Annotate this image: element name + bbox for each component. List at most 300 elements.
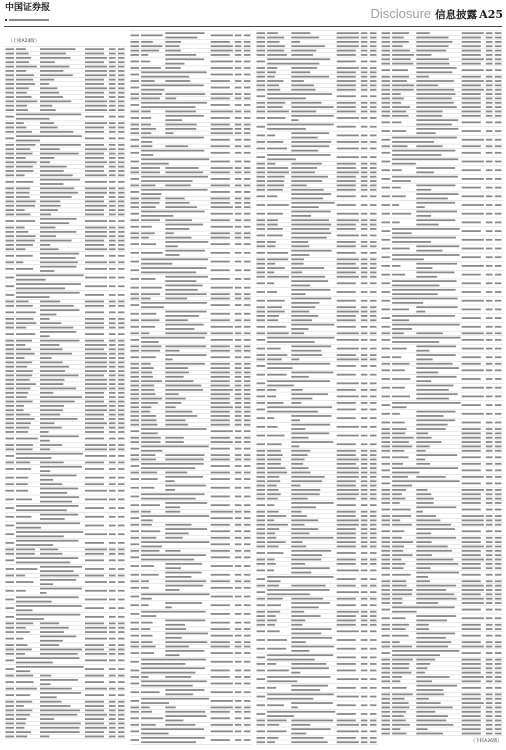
illegible-text <box>392 472 419 474</box>
illegible-text <box>291 641 306 643</box>
illegible-text <box>267 624 275 626</box>
illegible-text <box>416 263 457 265</box>
illegible-text <box>382 715 391 717</box>
illegible-text <box>392 728 400 730</box>
illegible-text <box>370 272 377 274</box>
illegible-text <box>392 680 400 682</box>
illegible-text <box>244 104 251 106</box>
illegible-text <box>370 306 377 308</box>
illegible-text <box>85 507 104 509</box>
table-row <box>130 537 252 540</box>
illegible-text <box>131 261 140 263</box>
illegible-text <box>40 335 50 337</box>
illegible-text <box>392 328 412 330</box>
illegible-text <box>392 137 457 139</box>
illegible-text <box>211 319 230 321</box>
illegible-text <box>6 174 15 176</box>
illegible-text <box>165 693 193 695</box>
illegible-text <box>495 498 502 500</box>
illegible-text <box>165 145 188 147</box>
illegible-text <box>382 106 391 108</box>
table-row <box>130 311 252 318</box>
illegible-text <box>361 41 368 43</box>
illegible-text <box>109 701 116 703</box>
illegible-text <box>361 37 368 39</box>
illegible-text <box>6 137 15 139</box>
illegible-text <box>416 415 443 417</box>
illegible-text <box>211 661 233 663</box>
illegible-text <box>462 498 481 500</box>
illegible-text <box>370 163 377 165</box>
illegible-text <box>495 509 502 511</box>
illegible-text <box>131 269 140 271</box>
illegible-text <box>211 380 230 382</box>
illegible-text <box>165 393 178 395</box>
illegible-text <box>235 676 242 678</box>
illegible-text <box>495 396 502 398</box>
illegible-text <box>131 504 140 506</box>
illegible-text <box>85 357 107 359</box>
illegible-text <box>495 515 502 517</box>
illegible-text <box>118 268 125 270</box>
illegible-text <box>118 392 125 394</box>
illegible-text <box>141 411 150 413</box>
illegible-text <box>235 152 242 154</box>
illegible-text <box>141 598 152 600</box>
illegible-text <box>16 288 65 290</box>
table-row <box>5 701 126 704</box>
illegible-text <box>211 356 230 358</box>
table-row <box>130 659 252 666</box>
illegible-text <box>165 171 203 173</box>
illegible-text <box>370 724 377 726</box>
illegible-text <box>370 663 377 665</box>
illegible-text <box>165 132 173 134</box>
illegible-text <box>486 413 493 415</box>
illegible-text <box>211 670 230 672</box>
illegible-text <box>6 192 15 194</box>
illegible-text <box>141 226 152 228</box>
illegible-text <box>40 179 80 181</box>
illegible-text <box>495 130 502 132</box>
illegible-text <box>131 454 140 456</box>
illegible-text <box>370 485 377 487</box>
illegible-text <box>235 93 242 95</box>
table-row <box>381 707 503 710</box>
illegible-text <box>462 63 481 65</box>
illegible-text <box>291 672 300 674</box>
table-row <box>256 498 378 501</box>
illegible-text <box>337 663 356 665</box>
illegible-text <box>16 248 25 250</box>
illegible-text <box>291 211 331 213</box>
illegible-text <box>6 736 15 738</box>
illegible-text <box>165 459 203 461</box>
illegible-text <box>382 256 391 258</box>
illegible-text <box>141 615 156 617</box>
table-row <box>130 219 252 222</box>
illegible-text <box>370 472 377 474</box>
illegible-text <box>416 198 448 200</box>
illegible-text <box>486 102 493 104</box>
illegible-text <box>235 691 242 693</box>
illegible-text <box>462 589 484 591</box>
illegible-text <box>235 269 242 271</box>
illegible-text <box>141 278 156 280</box>
illegible-text <box>462 489 484 491</box>
illegible-text <box>16 414 30 416</box>
illegible-text <box>244 243 251 245</box>
illegible-text <box>235 45 242 47</box>
illegible-text <box>40 66 69 68</box>
illegible-text <box>416 58 448 60</box>
illegible-text <box>131 424 140 426</box>
illegible-text <box>291 359 299 361</box>
illegible-text <box>462 530 481 532</box>
illegible-text <box>16 127 26 129</box>
illegible-text <box>141 102 207 104</box>
illegible-text <box>337 454 356 456</box>
illegible-text <box>16 516 31 518</box>
illegible-text <box>118 318 125 320</box>
illegible-text <box>244 313 251 315</box>
illegible-text <box>141 537 156 539</box>
illegible-text <box>392 485 412 487</box>
illegible-text <box>165 633 208 635</box>
illegible-text <box>337 276 359 278</box>
illegible-text <box>257 148 266 150</box>
illegible-text <box>85 209 104 211</box>
illegible-text <box>382 641 391 643</box>
illegible-text <box>109 322 116 324</box>
table-row <box>130 206 252 209</box>
table-row <box>381 228 503 235</box>
illegible-text <box>267 189 283 191</box>
illegible-text <box>267 498 278 500</box>
illegible-text <box>382 239 391 241</box>
illegible-text <box>16 557 78 559</box>
table-row <box>5 379 126 382</box>
illegible-text <box>141 389 154 391</box>
illegible-text <box>486 515 493 517</box>
illegible-text <box>131 530 140 532</box>
illegible-text <box>486 63 493 65</box>
illegible-text <box>267 158 296 160</box>
table-row <box>130 667 252 674</box>
illegible-text <box>267 524 288 526</box>
illegible-text <box>337 435 359 437</box>
illegible-text <box>235 511 242 513</box>
illegible-text <box>235 50 242 52</box>
illegible-text <box>141 611 206 613</box>
illegible-text <box>109 61 116 63</box>
illegible-text <box>267 406 332 408</box>
illegible-text <box>257 639 266 641</box>
illegible-text <box>382 300 391 302</box>
table-row <box>5 579 126 586</box>
illegible-text <box>6 607 15 609</box>
illegible-text <box>109 248 116 250</box>
illegible-text <box>118 148 125 150</box>
illegible-text <box>6 688 15 690</box>
illegible-text <box>486 715 493 717</box>
illegible-text <box>131 459 140 461</box>
illegible-text <box>361 245 368 247</box>
illegible-text <box>495 50 502 52</box>
table-row <box>5 61 126 64</box>
illegible-text <box>486 222 493 224</box>
table-row <box>256 515 378 518</box>
illegible-text <box>291 232 331 234</box>
illegible-text <box>337 396 359 398</box>
illegible-text <box>211 524 230 526</box>
illegible-text <box>235 717 242 719</box>
table-row <box>5 679 126 686</box>
illegible-text <box>337 45 359 47</box>
illegible-text <box>361 713 368 715</box>
illegible-text <box>370 585 377 587</box>
illegible-text <box>131 376 140 378</box>
illegible-text <box>118 322 125 324</box>
table-row <box>5 327 126 330</box>
table-row <box>381 680 503 683</box>
illegible-text <box>495 437 502 439</box>
table-row <box>130 102 252 109</box>
table-row <box>130 393 252 396</box>
table-row <box>381 502 503 505</box>
illegible-text <box>361 354 368 356</box>
illegible-text <box>165 354 206 356</box>
illegible-text <box>40 579 76 581</box>
table-row <box>381 659 503 662</box>
illegible-text <box>495 635 502 637</box>
illegible-text <box>141 332 149 334</box>
illegible-text <box>361 171 368 173</box>
illegible-text <box>40 366 69 368</box>
table-row <box>256 267 378 270</box>
illegible-text <box>495 589 502 591</box>
illegible-text <box>131 550 140 552</box>
illegible-text <box>141 167 160 169</box>
illegible-text <box>486 550 493 552</box>
illegible-text <box>495 652 502 654</box>
illegible-text <box>495 80 502 82</box>
illegible-text <box>361 454 368 456</box>
illegible-text <box>392 213 411 215</box>
illegible-text <box>416 350 429 352</box>
illegible-text <box>40 483 62 485</box>
illegible-text <box>495 369 502 371</box>
illegible-text <box>382 646 391 648</box>
illegible-text <box>361 241 368 243</box>
illegible-text <box>85 718 104 720</box>
illegible-text <box>392 54 414 56</box>
illegible-text <box>165 350 179 352</box>
illegible-text <box>211 556 230 558</box>
illegible-text <box>235 574 242 576</box>
illegible-text <box>382 50 391 52</box>
table-row <box>5 627 126 630</box>
illegible-text <box>244 145 251 147</box>
table-row <box>5 644 126 647</box>
illegible-text <box>267 663 276 665</box>
illegible-text <box>16 653 25 655</box>
illegible-text <box>257 163 266 165</box>
table-row <box>256 559 378 562</box>
illegible-text <box>85 599 107 601</box>
illegible-text <box>40 187 74 189</box>
illegible-text <box>165 419 185 421</box>
illegible-text <box>141 71 207 73</box>
illegible-text <box>85 305 104 307</box>
illegible-text <box>141 372 152 374</box>
illegible-text <box>85 370 107 372</box>
illegible-text <box>16 311 36 313</box>
table-row <box>5 166 126 169</box>
illegible-text <box>486 602 493 604</box>
illegible-text <box>16 649 32 651</box>
illegible-text <box>416 524 451 526</box>
table-row <box>256 76 378 79</box>
table-row <box>256 193 378 200</box>
illegible-text <box>392 248 410 250</box>
illegible-text <box>267 258 288 260</box>
illegible-text <box>109 116 116 118</box>
illegible-text <box>361 504 368 506</box>
illegible-text <box>109 653 116 655</box>
illegible-text <box>257 730 266 732</box>
illegible-text <box>211 128 233 130</box>
table-row <box>130 71 252 78</box>
illegible-text <box>118 688 125 690</box>
illegible-text <box>495 609 502 611</box>
illegible-text <box>40 192 78 194</box>
illegible-text <box>16 181 33 183</box>
listing-column-3 <box>256 0 378 750</box>
illegible-text <box>382 635 391 637</box>
table-row <box>381 89 503 92</box>
illegible-text <box>361 176 368 178</box>
illegible-text <box>131 448 140 450</box>
illegible-text <box>6 455 15 457</box>
illegible-text <box>361 489 368 491</box>
table-row <box>256 41 378 44</box>
illegible-text <box>235 739 242 741</box>
illegible-text <box>235 430 242 432</box>
illegible-text <box>416 167 455 169</box>
illegible-text <box>109 709 116 711</box>
illegible-text <box>382 593 391 595</box>
table-row <box>381 337 503 344</box>
illegible-text <box>235 345 242 347</box>
illegible-text <box>416 724 453 726</box>
illegible-text <box>291 563 305 565</box>
illegible-text <box>118 348 125 350</box>
illegible-text <box>109 438 116 440</box>
illegible-text <box>16 301 28 303</box>
illegible-text <box>141 530 160 532</box>
illegible-text <box>291 258 304 260</box>
illegible-text <box>257 204 266 206</box>
illegible-text <box>392 80 407 82</box>
illegible-text <box>486 213 493 215</box>
illegible-text <box>337 648 356 650</box>
illegible-text <box>361 585 368 587</box>
illegible-text <box>382 369 391 371</box>
illegible-text <box>165 620 205 622</box>
table-row <box>381 528 503 535</box>
table-row <box>256 289 378 296</box>
illegible-text <box>118 127 125 129</box>
illegible-text <box>392 480 460 482</box>
illegible-text <box>486 519 493 521</box>
illegible-text <box>40 466 82 468</box>
table-row <box>381 176 503 183</box>
table-row <box>130 459 252 462</box>
table-row <box>381 332 503 335</box>
illegible-text <box>416 572 459 574</box>
illegible-text <box>244 448 251 450</box>
illegible-text <box>165 537 182 539</box>
illegible-text <box>211 50 233 52</box>
illegible-text <box>211 635 233 637</box>
illegible-text <box>257 282 266 284</box>
illegible-text <box>6 301 15 303</box>
illegible-text <box>244 356 251 358</box>
table-row <box>5 731 126 734</box>
illegible-text <box>85 401 104 403</box>
table-row <box>130 332 252 335</box>
illegible-text <box>486 483 493 485</box>
illegible-text <box>291 80 304 82</box>
illegible-text <box>141 219 160 221</box>
illegible-text <box>267 37 284 39</box>
illegible-text <box>244 707 251 709</box>
illegible-text <box>495 102 502 104</box>
illegible-text <box>165 489 175 491</box>
illegible-text <box>257 76 266 78</box>
illegible-text <box>382 54 391 56</box>
table-row <box>5 48 126 51</box>
illegible-text <box>141 463 204 465</box>
table-row <box>256 163 378 166</box>
illegible-text <box>16 357 24 359</box>
table-row <box>381 58 503 61</box>
illegible-text <box>141 728 204 730</box>
illegible-text <box>416 98 452 100</box>
illegible-text <box>361 311 368 313</box>
illegible-text <box>257 611 266 613</box>
illegible-text <box>6 507 15 509</box>
illegible-text <box>235 622 242 624</box>
illegible-text <box>85 174 107 176</box>
table-row <box>130 337 252 344</box>
illegible-text <box>392 524 412 526</box>
listing-column-2 <box>130 0 252 750</box>
illegible-text <box>16 448 33 450</box>
illegible-text <box>211 74 233 76</box>
illegible-text <box>109 644 116 646</box>
illegible-text <box>370 189 377 191</box>
illegible-text <box>118 344 125 346</box>
illegible-text <box>462 441 481 443</box>
illegible-text <box>291 54 313 56</box>
table-row <box>5 148 126 151</box>
illegible-text <box>6 294 15 296</box>
illegible-text <box>462 413 484 415</box>
illegible-text <box>40 583 53 585</box>
illegible-text <box>244 543 251 545</box>
